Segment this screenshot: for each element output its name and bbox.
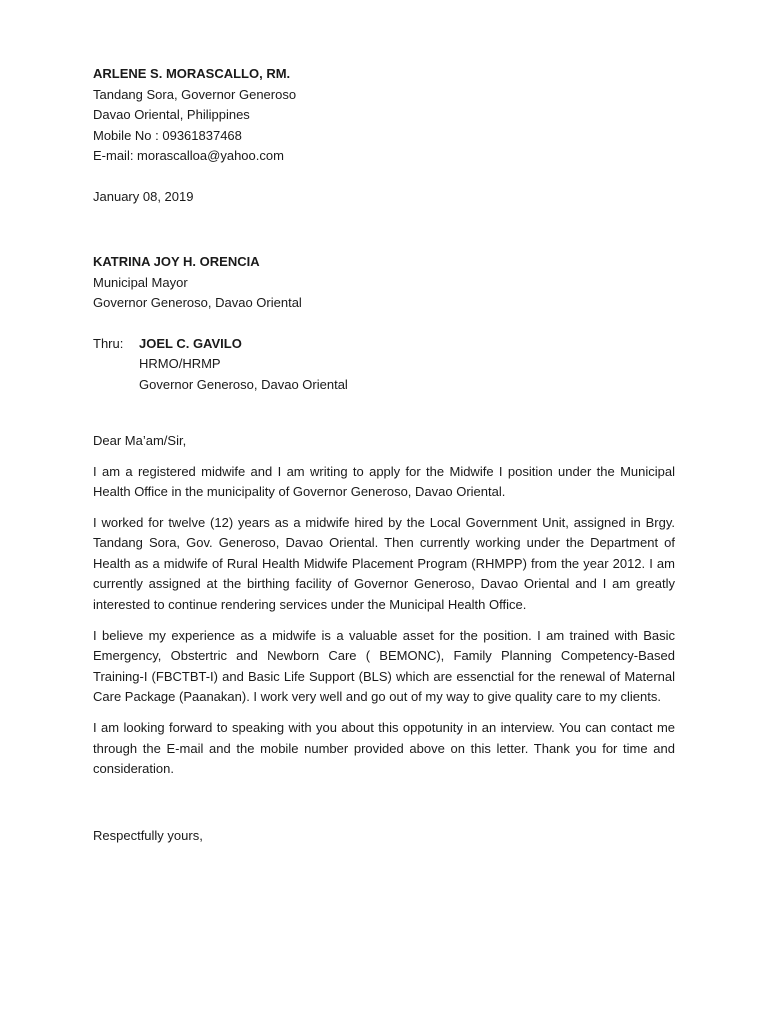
sender-name: ARLENE S. MORASCALLO, RM. — [93, 66, 291, 81]
sender-email: E-mail: morascalloa@yahoo.com — [93, 148, 284, 163]
body-paragraph-3: I believe my experience as a midwife is a valuable asset for the position. I am trained with Basic Emergency, Obstertric and Newborn Care ( BEMONC), Family Planning Competency-Based Training-I (FBCTBT-I) and Basic Life Support (BLS) which are essenctial for the renewal of Maternal Care Package (Paanakan). I work very well and go out of my way to give quality care to my clients. — [93, 627, 675, 705]
recipient-title: Municipal Mayor — [93, 274, 188, 290]
recipient-block — [93, 252, 675, 314]
sender-mobile: Mobile No : 09361837468 — [93, 127, 242, 143]
thru-block — [93, 334, 675, 396]
thru-label: Thru: — [93, 335, 124, 351]
body-paragraph-4: I am looking forward to speaking with you about this oppotunity in an interview. You can contact me through the E-mail and the mobile number provided above on this letter. Thank you for time and consideration. — [93, 720, 675, 777]
body-paragraph-1: I am a registered midwife and I am writing to apply for the Midwife I position under the Municipal Health Office in the municipality of Governor Generoso, Davao Oriental. — [93, 463, 675, 500]
letter-date: January 08, 2019 — [93, 188, 194, 204]
body-paragraph-2: I worked for twelve (12) years as a midwife hired by the Local Government Unit, assigned in Brgy. Tandang Sora, Gov. Generoso, Davao Oriental. Then currently working under the Department of Health as a midwife of Rural Health Midwife Placement Program (RHMPP) from the year 2012. I am currently assigned at the birthing facility of Governor Generoso, Davao Oriental and I am greatly interested to continue rendering services under the Municipal Health Office. — [93, 514, 675, 613]
thru-title: HRMO/HRMP — [139, 356, 221, 371]
sender-block — [93, 64, 675, 167]
thru-address: Governor Generoso, Davao Oriental — [139, 376, 348, 392]
recipient-address: Governor Generoso, Davao Oriental — [93, 295, 302, 310]
sender-address-line-2: Davao Oriental, Philippines — [93, 107, 250, 122]
recipient-name: KATRINA JOY H. ORENCIA — [93, 254, 260, 269]
sender-address-line-1: Tandang Sora, Governor Generoso — [93, 86, 297, 102]
thru-name: JOEL C. GAVILO — [139, 335, 242, 351]
letter-page — [93, 64, 675, 846]
closing: Respectfully yours, — [93, 827, 203, 843]
salutation: Dear Ma’am/Sir, — [93, 433, 187, 448]
